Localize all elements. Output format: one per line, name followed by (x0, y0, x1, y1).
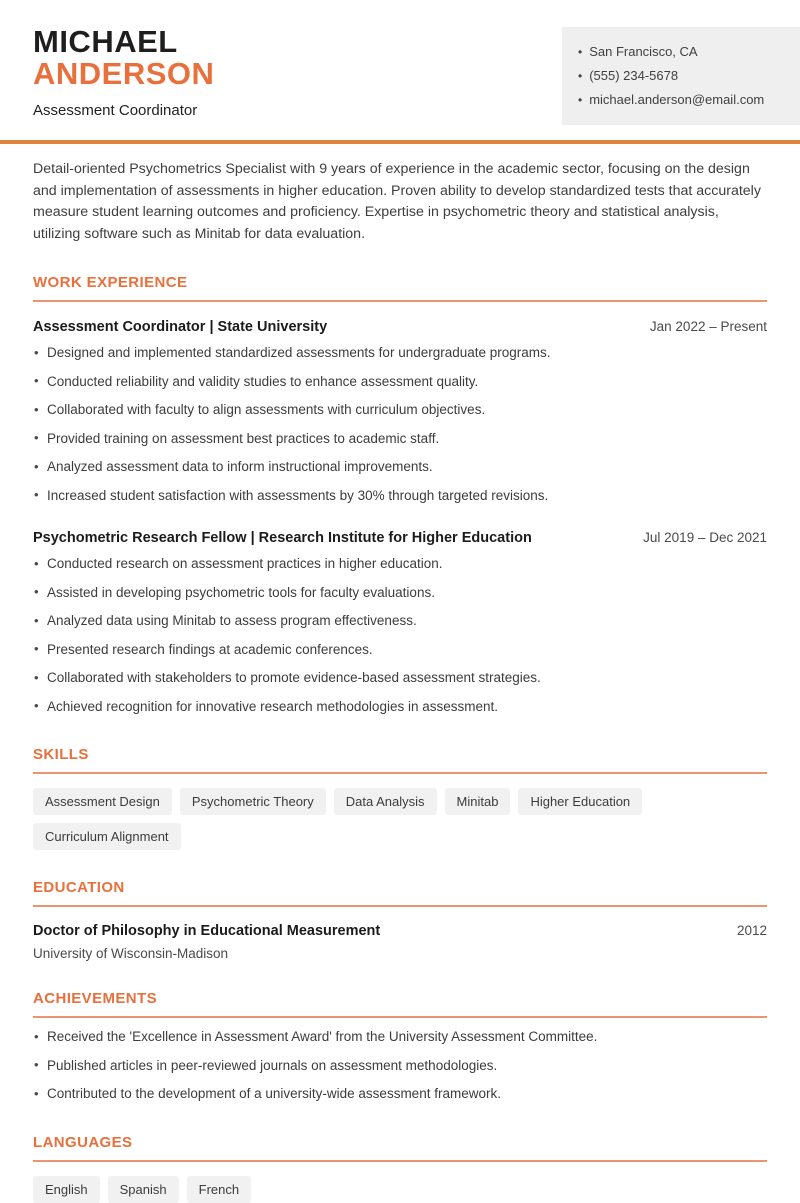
job-title: Psychometric Research Fellow | Research Institute for Higher Education (33, 530, 532, 546)
school-name: University of Wisconsin-Madison (33, 946, 229, 961)
contact-email: • michael.anderson@email.com (578, 92, 765, 107)
bullet-item: • Collaborated with stakeholders to promote evidence-based assessment strategies. (33, 667, 767, 689)
education-title: EDUCATION (33, 879, 125, 896)
job-title: Assessment Coordinator | State University (33, 319, 328, 335)
bullet-item: • Collaborated with faculty to align assessments with curriculum objectives. (33, 399, 767, 421)
skill-tag: Minitab (445, 788, 511, 815)
work-experience-title: WORK EXPERIENCE (33, 274, 188, 291)
education-header-row (33, 923, 767, 939)
job-dates: Jan 2022 – Present (649, 319, 767, 334)
bullet-icon: • (578, 69, 583, 83)
bullet-item: • Conducted research on assessment practices in higher education. (33, 553, 767, 575)
header-divider (0, 140, 800, 144)
bullet-item: • Provided training on assessment best practices to academic staff. (33, 428, 767, 450)
bullet-item: • Assisted in developing psychometric tools for faculty evaluations. (33, 582, 767, 604)
skill-tag: Higher Education (518, 788, 642, 815)
bullet-item: • Increased student satisfaction with assessments by 30% through targeted revisions. (33, 485, 767, 507)
candidate-last-name: ANDERSON (33, 56, 215, 91)
section-achievements (33, 990, 767, 1105)
languages-tag-list (33, 1176, 767, 1203)
bullet-item: • Contributed to the development of a university-wide assessment framework. (33, 1083, 767, 1105)
resume-header (0, 0, 800, 119)
job-header-row (33, 530, 767, 546)
candidate-first-name: MICHAEL (33, 24, 178, 59)
job-header-row (33, 319, 767, 335)
skill-tag: Data Analysis (334, 788, 437, 815)
resume-body (0, 159, 800, 1203)
skill-tag: Psychometric Theory (180, 788, 326, 815)
section-heading (33, 746, 767, 774)
professional-summary: Detail-oriented Psychometrics Specialist with 9 years of experience in the academic sector, focusing on the design and implementation of assessments in higher education. Proven ability to develop standardized tests that accurately measure student learning outcomes and proficiency. Expertise in psychometric theory and statistical analysis, utilizing software such as Minitab for data evaluation. (33, 161, 761, 242)
bullet-item: • Achieved recognition for innovative research methodologies in assessment. (33, 696, 767, 718)
skill-tag: Assessment Design (33, 788, 172, 815)
section-rule (33, 1016, 767, 1018)
bullet-icon: • (578, 45, 583, 59)
section-rule (33, 905, 767, 907)
bullet-item: • Conducted reliability and validity studies to enhance assessment quality. (33, 371, 767, 393)
job-bullet-list (33, 553, 767, 717)
bullet-icon: • (578, 93, 583, 107)
bullet-item: • Designed and implemented standardized assessments for undergraduate programs. (33, 342, 767, 364)
education-entry (33, 923, 767, 961)
section-rule (33, 772, 767, 774)
bullet-item: • Analyzed data using Minitab to assess program effectiveness. (33, 610, 767, 632)
section-rule (33, 1160, 767, 1162)
language-tag: English (33, 1176, 100, 1203)
bullet-item: • Received the 'Excellence in Assessment Award' from the University Assessment Committee. (33, 1026, 767, 1048)
achievements-bullet-list (33, 1026, 767, 1105)
language-tag: Spanish (108, 1176, 179, 1203)
bullet-item: • Presented research findings at academic conferences. (33, 639, 767, 661)
section-heading (33, 1134, 767, 1162)
section-heading (33, 990, 767, 1018)
contact-location: • San Francisco, CA (578, 44, 698, 59)
bullet-item: • Analyzed assessment data to inform instructional improvements. (33, 456, 767, 478)
section-heading (33, 274, 767, 302)
section-education (33, 879, 767, 961)
candidate-job-title: Assessment Coordinator (33, 102, 198, 119)
skill-tag: Curriculum Alignment (33, 823, 181, 850)
contact-phone: • (555) 234-5678 (578, 68, 679, 83)
job-entry (33, 319, 767, 506)
section-work-experience (33, 274, 767, 717)
graduation-year: 2012 (736, 923, 767, 938)
language-tag: French (187, 1176, 251, 1203)
job-bullet-list (33, 342, 767, 506)
section-languages (33, 1134, 767, 1203)
job-dates: Jul 2019 – Dec 2021 (643, 530, 767, 545)
section-skills (33, 746, 767, 850)
skills-tag-list (33, 788, 767, 850)
languages-title: LANGUAGES (33, 1133, 133, 1151)
contact-list (578, 40, 786, 112)
job-entry (33, 530, 767, 717)
bullet-item: • Published articles in peer-reviewed journals on assessment methodologies. (33, 1055, 767, 1077)
skills-title: SKILLS (33, 746, 89, 763)
section-rule (33, 300, 767, 302)
degree-title: Doctor of Philosophy in Educational Measurement (33, 923, 381, 939)
section-heading (33, 879, 767, 907)
achievements-title: ACHIEVEMENTS (33, 990, 157, 1007)
contact-box (562, 27, 800, 125)
